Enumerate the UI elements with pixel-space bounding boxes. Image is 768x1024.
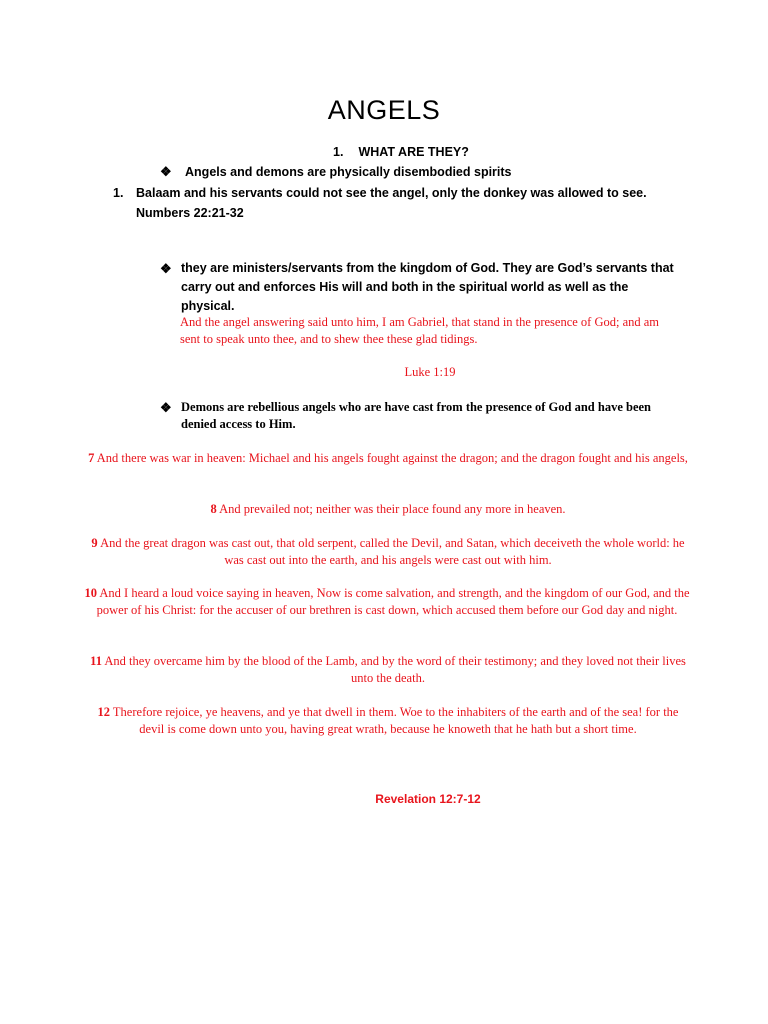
verse-text: And I heard a loud voice saying in heaven, Now is come salvation, and strength, and the kingdom of our God, and the power of his Christ: for the accuser of our brethren is cast down, which accused them before our God day and night.	[96, 586, 690, 617]
verse-text: And they overcame him by the blood of the Lamb, and by the word of their testimony; and they loved not their lives unto the death.	[104, 654, 686, 685]
verse-number: 8	[210, 502, 217, 516]
item-text: Balaam and his servants could not see the angel, only the donkey was allowed to see. Numbers 22:21-32	[136, 186, 647, 220]
verse-number: 9	[91, 536, 98, 550]
verse-number: 12	[97, 705, 111, 719]
verse	[88, 501, 688, 518]
scripture-reference: Revelation 12:7-12	[375, 792, 481, 806]
verse-number: 7	[88, 451, 95, 465]
verse-text: And the great dragon was cast out, that old serpent, called the Devil, and Satan, which deceiveth the whole world: he was cast out into the earth, and his angels were cast out with him.	[100, 536, 685, 567]
diamond-bullet-icon: ❖	[160, 164, 172, 179]
bullet-text: Demons are rebellious angels who are have cast from the presence of God and have been denied access to Him.	[181, 400, 652, 431]
verse	[88, 653, 688, 687]
section-heading	[333, 145, 469, 159]
verse	[88, 704, 688, 738]
scripture-quote: And the angel answering said unto him, I am Gabriel, that stand in the presence of God; and am sent to speak unto thee, and to shew thee these glad tidings.	[180, 315, 660, 346]
bullet-text: Angels and demons are physically disembodied spirits	[185, 165, 512, 179]
bullet-item	[160, 164, 512, 180]
verse-number: 11	[90, 654, 102, 668]
verse-number: 10	[84, 586, 97, 600]
verse-text: And prevailed not; neither was their place found any more in heaven.	[219, 502, 566, 516]
verse	[88, 535, 688, 569]
verse	[84, 585, 690, 619]
section-label: WHAT ARE THEY?	[358, 145, 469, 159]
section-number: 1.	[333, 145, 344, 159]
item-number: 1.	[113, 186, 124, 200]
numbered-item	[113, 183, 653, 223]
page-title: ANGELS	[327, 95, 441, 125]
diamond-bullet-icon: ❖	[160, 400, 172, 415]
bullet-text: they are ministers/servants from the kingdom of God. They are God’s servants that carry out and enforces His will and both in the spiritual world as well as the physical.	[181, 261, 674, 313]
bullet-item	[160, 259, 680, 316]
verse-text: And there was war in heaven: Michael and his angels fought against the dragon; and the dragon fought and his angels,	[96, 451, 688, 465]
scripture-reference: Luke 1:19	[404, 365, 456, 379]
bullet-item	[160, 399, 680, 433]
diamond-bullet-icon: ❖	[160, 261, 172, 276]
verse	[88, 450, 688, 467]
verse-text: Therefore rejoice, ye heavens, and ye that dwell in them. Woe to the inhabiters of the earth and of the sea! for the devil is come down unto you, having great wrath, because he knoweth that he hath but a short time.	[112, 705, 679, 736]
